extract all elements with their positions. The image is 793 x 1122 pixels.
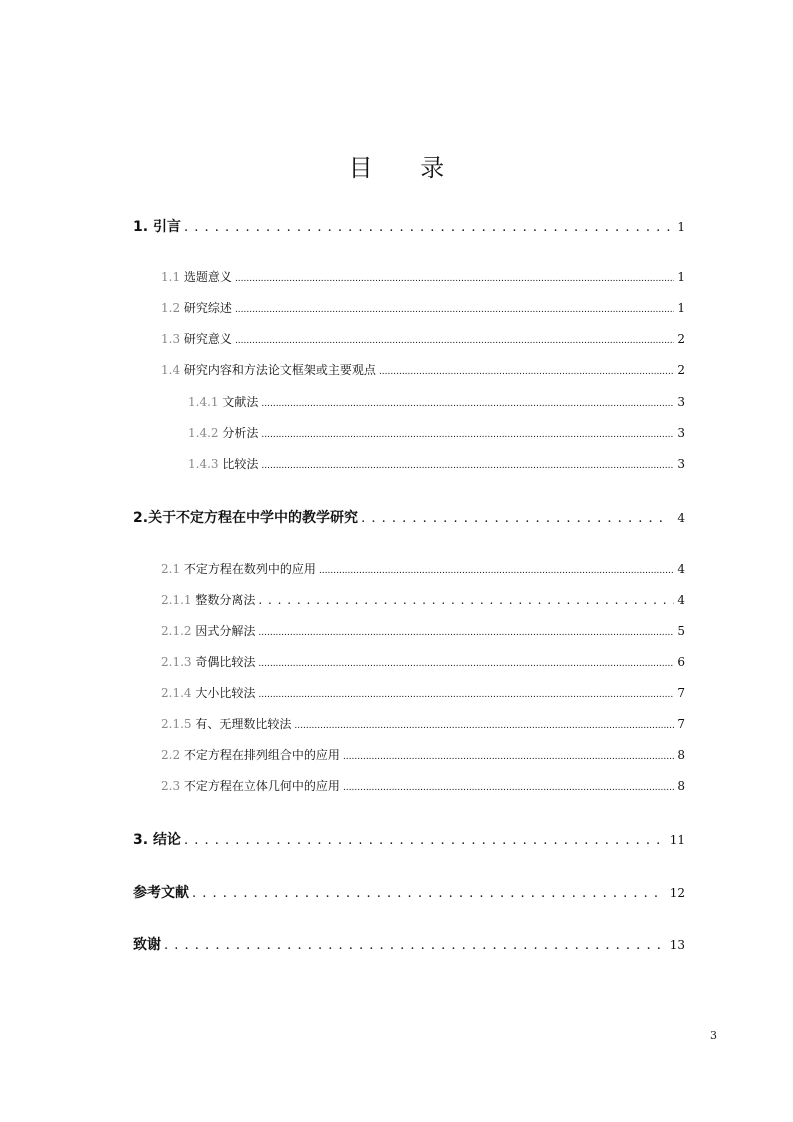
dot-leader: [261, 461, 674, 471]
dot-leader: [379, 367, 674, 377]
toc-entry-1-1[interactable]: [161, 268, 685, 288]
toc-entry-page: 11: [669, 833, 685, 847]
toc-entry-page: 1: [677, 220, 685, 234]
toc-entry-label: 2.1.3 奇偶比较法: [161, 655, 256, 669]
toc-entry-label: 致谢: [133, 937, 161, 953]
toc-entry-1-3[interactable]: [161, 330, 685, 350]
toc-entry-label: 1.3 研究意义: [161, 332, 232, 346]
toc-entry-1-4[interactable]: [161, 361, 685, 381]
toc-entry-page: 7: [677, 717, 685, 731]
toc-entry-page: 8: [677, 779, 685, 793]
dot-leader: [258, 659, 674, 669]
toc-entry-page: 1: [677, 301, 685, 315]
dot-leader: [235, 274, 674, 284]
toc-entry-label: 1.4.3 比较法: [188, 457, 259, 471]
toc-entry-page: 2: [677, 363, 685, 377]
dot-leader: [261, 430, 674, 440]
toc-entry-label: 2.1.2 因式分解法: [161, 624, 256, 638]
toc-entry-label: 1.2 研究综述: [161, 301, 232, 315]
toc-entry-page: 2: [677, 332, 685, 346]
toc-entry-1-2[interactable]: [161, 299, 685, 319]
dot-leader: [258, 628, 674, 638]
dot-leader: [164, 938, 663, 953]
toc-entry-label: 2.3 不定方程在立体几何中的应用: [161, 779, 340, 793]
toc-entry-page: 12: [669, 886, 685, 900]
toc-entry-acknowledgements[interactable]: [133, 934, 685, 958]
toc-entry-label: 2.1 不定方程在数列中的应用: [161, 562, 316, 576]
toc-entry-1-4-1[interactable]: [188, 393, 685, 413]
toc-entry-2-1[interactable]: [161, 560, 685, 580]
dot-leader: [235, 305, 674, 315]
toc-entry-2-1-4[interactable]: [161, 684, 685, 704]
toc-entry-page: 4: [677, 562, 685, 576]
dot-leader: [192, 886, 663, 901]
toc-entry-page: 1: [677, 270, 685, 284]
toc-entry-page: 8: [677, 748, 685, 762]
toc-entry-1-4-2[interactable]: [188, 424, 685, 444]
toc-entry-label: 2.2 不定方程在排列组合中的应用: [161, 748, 340, 762]
toc-entry-2-3[interactable]: [161, 777, 685, 797]
page-number: 3: [710, 1029, 717, 1042]
toc-entry-label: 3. 结论: [133, 832, 181, 848]
toc-entry-label: 1.4.1 文献法: [188, 395, 259, 409]
toc-entry-1-4-3[interactable]: [188, 455, 685, 475]
dot-leader: [261, 399, 674, 409]
toc-entry-page: 13: [669, 938, 685, 952]
dot-leader: [319, 566, 674, 576]
toc-entry-chapter-1[interactable]: [133, 216, 685, 240]
toc-entry-2-1-1[interactable]: [161, 591, 685, 611]
toc-entry-label: 1.4.2 分析法: [188, 426, 259, 440]
toc-entry-label: 1.4 研究内容和方法论文框架或主要观点: [161, 363, 376, 377]
toc-entry-2-1-5[interactable]: [161, 715, 685, 735]
toc-entry-2-1-2[interactable]: [161, 622, 685, 642]
toc-entry-references[interactable]: [133, 882, 685, 906]
dot-leader: [184, 833, 663, 848]
toc-entry-chapter-3[interactable]: [133, 829, 685, 853]
dot-leader: [235, 336, 674, 346]
toc-entry-page: 3: [677, 395, 685, 409]
dot-leader: [258, 593, 674, 607]
toc-entry-label: 1.1 选题意义: [161, 270, 232, 284]
toc-entry-label: 2.1.1 整数分离法: [161, 593, 256, 607]
toc-entry-page: 4: [677, 593, 685, 607]
toc-entry-page: 4: [677, 511, 685, 525]
dot-leader: [361, 511, 670, 526]
toc-entry-page: 5: [677, 624, 685, 638]
dot-leader: [184, 220, 670, 235]
toc-entry-page: 3: [677, 426, 685, 440]
toc-entry-2-2[interactable]: [161, 746, 685, 766]
dot-leader: [343, 783, 674, 793]
toc-entry-label: 1. 引言: [133, 219, 181, 235]
dot-leader: [294, 721, 674, 731]
toc-title: 目 录: [348, 154, 465, 182]
toc-entry-page: 7: [677, 686, 685, 700]
toc-entry-label: 2.1.4 大小比较法: [161, 686, 256, 700]
dot-leader: [343, 752, 674, 762]
toc-entry-page: 6: [677, 655, 685, 669]
toc-entry-label: 参考文献: [133, 885, 189, 901]
dot-leader: [258, 690, 674, 700]
toc-entry-label: 2.1.5 有、无理数比较法: [161, 717, 292, 731]
toc-entry-chapter-2[interactable]: [133, 507, 685, 531]
toc-entry-label: 2.关于不定方程在中学中的教学研究: [133, 510, 359, 526]
toc-entry-2-1-3[interactable]: [161, 653, 685, 673]
toc-entry-page: 3: [677, 457, 685, 471]
